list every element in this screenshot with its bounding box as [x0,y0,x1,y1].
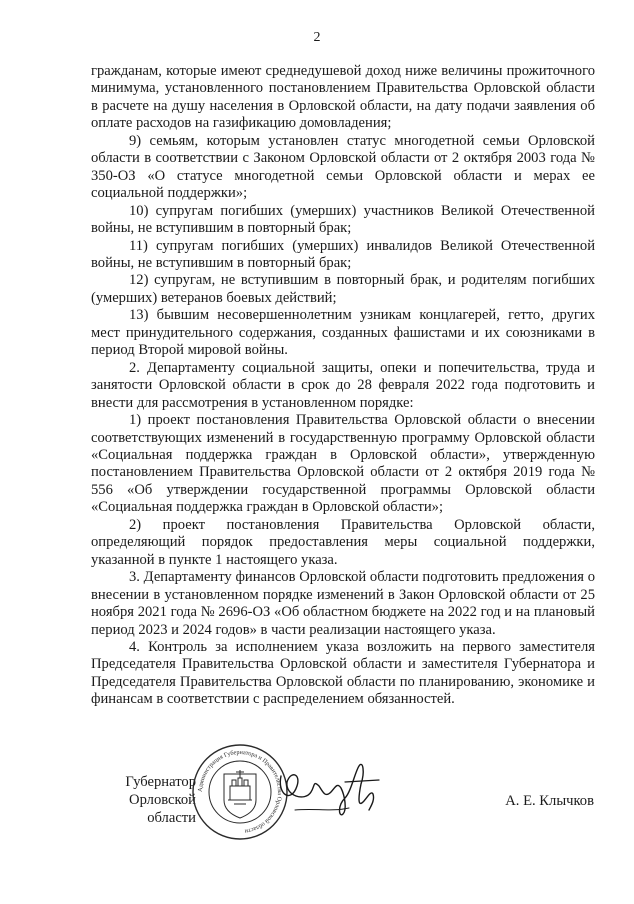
signatory-name: А. Е. Клычков [505,793,594,809]
body-paragraph: 1) проект постановления Правительства Орловской области о внесении соответствующих изменений в государственную программу Орловской области «Социальная поддержка граждан в Орловской области», утвержденную постановлением Правительства Орловской области от 2 октября 2019 года № 556 «Об утверждении государственной программы Орловской области «Социальная поддержка граждан в Орловской области»; [91,412,595,516]
body-paragraph: 4. Контроль за исполнением указа возложить на первого заместителя Председателя Правительства Орловской области и заместителя Губернатора и Председателя Правительства Орловской области по планированию, экономике и финансам в соответствии с распределением обязанностей. [91,638,595,708]
signatory-title [91,773,196,827]
signatory-title-line2: Орловской области [129,792,196,826]
body-paragraph: 11) супругам погибших (умерших) инвалидов Великой Отечественной войны, не вступившим в повторный брак; [91,237,595,271]
page-number: 2 [313,30,321,45]
body-paragraph: 3. Департаменту финансов Орловской области подготовить предложения о внесении в установленном порядке изменений в Закон Орловской области от 25 ноября 2021 года № 2696-ОЗ «Об областном бюджете на 2022 год и на плановый период 2023 и 2024 годов» в части реализации настоящего указа. [91,569,595,638]
seal-ring-text: Администрация Губернатора и Правительства Орловской области [196,748,284,835]
body-paragraph: 12) супругам, не вступившим в повторный брак, и родителям погибших (умерших) ветеранов боевых действий; [91,272,595,306]
body-paragraph: 2. Департаменту социальной защиты, опеки и попечительства, труда и занятости Орловской области в срок до 28 февраля 2022 года подготовить и внести для рассмотрения в установленном порядке: [91,359,595,411]
signatory-title-line1: Губернатор [125,774,196,790]
body-paragraph: 2) проект постановления Правительства Орловской области, определяющий порядок предоставления меры социальной поддержки, указанной в пункте 1 настоящего указа. [91,516,595,568]
document-body [91,63,595,709]
body-paragraph: 9) семьям, которым установлен статус многодетной семьи Орловской области в соответствии с Законом Орловской области от 2 октября 2003 года № 350-ОЗ «О статусе многодетной семьи Орловской области и мерах ее социальной поддержки»; [91,132,595,202]
handwritten-signature [275,752,385,822]
signature-block [0,740,634,860]
body-paragraph: гражданам, которые имеют среднедушевой доход ниже величины прожиточного минимума, установленного постановлением Правительства Орловской области в расчете на душу населения в Орловской области, на дату подачи заявления об оплате расходов на газификацию домовладения; [91,63,595,132]
body-paragraph: 13) бывшим несовершеннолетним узникам концлагерей, гетто, других мест принудительного содержания, созданных фашистами и их союзниками в период Второй мировой войны. [91,307,595,359]
coat-of-arms-icon [224,770,256,818]
body-paragraph: 10) супругам погибших (умерших) участников Великой Отечественной войны, не вступившим в повторный брак; [91,202,595,237]
svg-text:Администрация Губернатора и Пр [197,749,283,835]
